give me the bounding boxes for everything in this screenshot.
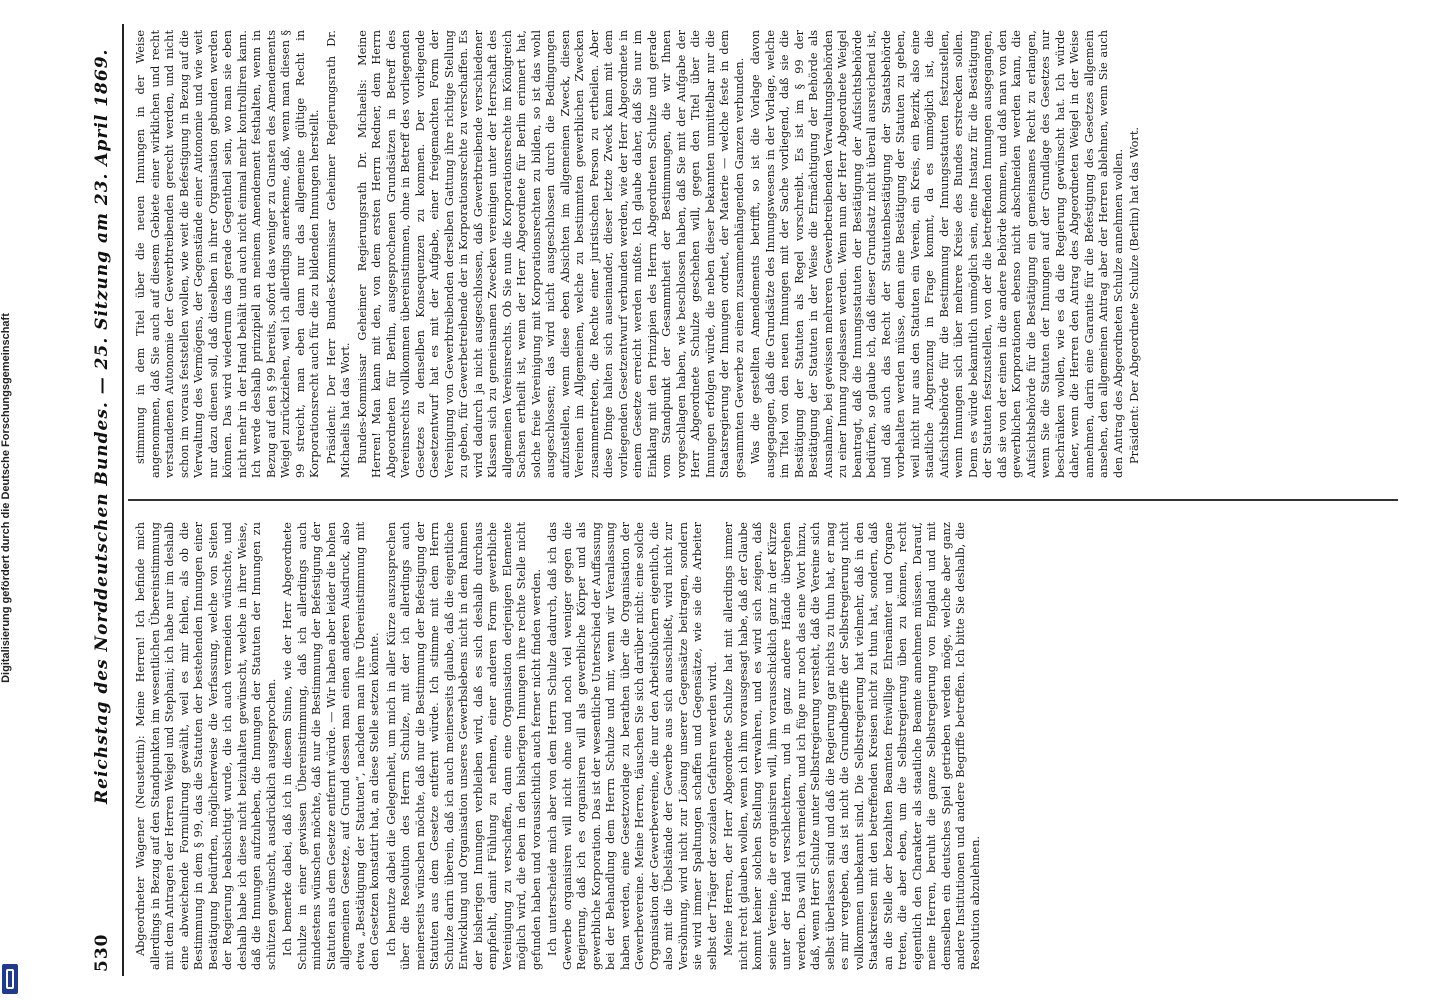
printed-page-scan — [84, 6, 1420, 994]
paragraph: Ich unterscheide mich aber von dem Herrn Schulze dadurch, daß ich das Gewerbe organisiren will nicht ohne und noch viel weniger gegen die Regierung, daß ich es organisiren will als gewerbliche Körper und als gewerbliche Korporation. Das ist der wesentliche Unterschied der Auffassung bei der Behandlung dem Herrn Schulze und mir, wenn wir Veranlassung haben werden, eine Gesetzvorlage zu berathen über die Organisation der Gewerbevereine. Meine Herren, täuschen Sie sich darüber nicht: eine solche Organisation der Gewerbevereine, die nur den Arbeitsbüchern eigentlich, die also mit die Übelstände der Gewerbe aus sich ausschließt, wird nicht zur Versöhnung, wird nicht zur Lösung unserer Gegensätze beitragen, sondern sie wird immer Spaltungen schaffen und Gegensätze, wie sie die Arbeiter selbst der Träger der sozialen Gefahren werden wird. — [546, 522, 719, 970]
header-rule — [122, 24, 124, 976]
paragraph: Ich bemerke dabei, daß ich in diesem Sinne, wie der Herr Abgeordnete Schulze in einer gewissen Übereinstimmung, daß ich allerdings auch mindestens wünschen möchte, daß nur die Bestimmung der Befestigung der Statuten aus dem Gesetze entfernt würde. — Wir haben aber leider die hohen allgemeinen Gesetze, auf Grund dessen man einen anderen Ausdruck, also etwa „Bestätigung der Statuten“, nachdem man ihre Übereinstimmung mit den Gesetzen konstatirt hat, an diese Stelle setzen könnte. — [281, 522, 381, 970]
paragraph: Was die gestellten Amendements betrifft, so ist die Vorlage davon ausgegangen, daß die Grundsätze des Innungswesens in der Vorlage, welche im Titel von den neuen Innungen mit der Sache vorliegend, daß sie die Bestätigung der Statuten als Regel vorschreibt. Es ist im § 99 der Bestätigung der Statuten in der Weise die Ermächtigung der Behörde als Ausnahme, bei gewissen mehreren Gewerbetreibenden Verwaltungsbehörden zu einer Innung zugelassen werden. Wenn nun der Herr Abgeordnete Weigel beantragt, daß die Innungsstatuten der Bestätigung der Aufsichtsbehörde bedürfen, so glaube ich, daß dieser Grundsatz nicht überall ausreichend ist, und daß auch das Recht der Statutenbestätigung der Staatsbehörde vorbehalten werden müsse, denn eine Bestätigung der Statuten zu geben, weil nicht nur aus den Statuten ein Verein, ein Kreis, ein Bezirk, also eine staatliche Abgrenzung in Frage kommt, da es unmöglich ist, die Aufsichtsbehörde für die Bestimmung der Innungsstatuten festzustellen, wenn Innungen sich über mehrere Kreise des Bundes erstrecken sollen. Denn es würde bekanntlich unmöglich sein, eine Instanz für die Bestätigung der Statuten festzustellen, von der die betreffenden Innungen ausgegangen, daß sie von der einen in die andere Behörde kommen, und daß man von den gewerblichen Korporationen ebenso nicht abschneiden werden kann, die Aufsichtsbehörde für die Bestätigung ein gemeinsames Recht zu erlangen, wenn Sie die Statuten der Innungen auf der Grundlage des Gesetzes nur beschränken wollen, wie es da die Regierung gewünscht hat. Ich würde daher, wenn die Herren den Antrag des Abgeordneten Weigel in der Weise annehmen, darin eine Garantie für die Befestigung des Gesetzes allgemein ansehen, den allgemeinen Antrag aber der Herren ablehnen, wenn Sie auch den Antrag des Abgeordneten Schulze annehmen wollen. — [749, 30, 1125, 478]
paragraph: Präsident: Der Herr Bundes-Kommissar Geheimer Regierungsrath Dr. Michaelis hat das Wort. — [324, 30, 352, 478]
paragraph: Bundes-Kommissar Geheimer Regierungsrath Dr. Michaelis: Meine Herren! Man kann mit den, von dem ersten Herrn Redner, dem Herrn Abgeordneten für Berlin, ausgesprochenen Grundsätzen in Betreff des Vereinsrechts vollkommen übereinstimmen, ohne in Betreff des vorliegenden Gesetzes zu denselben Konsequenzen zu kommen. Der vorliegende Gesetzentwurf hat es mit der Aufgabe, einer freigemachten Form der Vereinigung von Gewerbtreibenden derselben Gattung ihre richtige Stellung zu geben, für Gewerbetreibende der in Korporationsrechte zu verschaffen. Es wird dadurch ja nicht ausgeschlossen, daß Gewerbtreibende verschiedener Klassen sich zu gemeinsamen Zwecken vereinigen unter der Herrschaft des allgemeinen Vereinsrechts. Ob Sie nun die Korporationsrechte im Königreich Sachsen ertheilt ist, wenn der Herr Abgeordnete für Berlin erinnert hat, solche freie Vereinigung mit Korporationsrechten zu bilden, so ist das wohl ausgeschlossen; das wird nicht ausgeschlossen durch die Bedingungen aufzustellen, wenn diese eben Absichten im allgemeinen Zweck, diesen Vereinen im Allgemeinen, welche zu bestimmten gewerblichen Zwecken zusammentreten, die Rechte einer juristischen Person zu ertheilen. Aber diese Dinge halten sich auseinander, dieser letzte Zweck kann mit dem vorliegenden Gesetzentwurf verbunden werden, wie der Herr Abgeordnete in einem Gesetze erreicht werden mußte. Ich glaube daher, daß Sie nur im Einklang mit den Prinzipien des Herrn Abgeordneten Schulze und gerade vom Standpunkt der Gesammtheit der Bestimmungen, die wir Ihnen vorgeschlagen haben, wie beschlossen haben, daß Sie mit der Aufgabe der Herr Abgeordnete Schulze geschehen will, gegen den Titel über die Innungen erfolgen würde, die neben dieser bekannten unmittelbar nur die Staatsregierung der Innungen ordnet, der Materie — welche feste in dem gesammten Gewerbe zu einem zusammenhängenden Ganzen verbunden. — [355, 30, 746, 478]
page-number: 530 — [92, 933, 112, 972]
paragraph: Meine Herren, der Herr Abgeordnete Schulze hat mit allerdings immer nicht recht glauben wollen, wenn ich ihm vorausgesagt habe, daß der Glaube kommt keiner solchen Stellung verwahren, und es wird sich zeigen, daß seine Vereine, die er organisiren will, ihm vorausschicklich ganz in der Kürze unter der Hand verschlechtern, und in ganz andere Hände übergehen werden. Das will ich vermeiden, und ich füge nur noch das eine Wort hinzu, daß, wenn Herr Schulze unter Selbstregierung versteht, daß die Vereine sich selbst überlassen sind und daß die Regierung gar nichts zu thun hat, er mag es mir vergeben, das ist nicht die Grundbegriffe der Selbstregierung nicht vollkommen unbekannt sind. Die Selbstregierung hat vielmehr, daß in den Staatskreisen mit den betreffenden Kreisen nicht zu thun hat, sondern, daß an die Stelle der bezahlten Beamten freiwillige Ehrenämter und Organe treten, die aber eben, um die Selbstregierung üben zu können, recht eigentlich den Charakter als staatliche Beamte annehmen müssen. Darauf, meine Herren, beruht die ganze Selbstregierung von England und mit demselben ein deutsches Spiel getrieben werden möge, welche aber ganz andere Institutionen und andere Begriffe betreffen. Ich bitte Sie deshalb, die Resolution abzulehnen. — [722, 522, 982, 970]
digitization-credit-text: Digitalisierung gefördert durch die Deutsche Forschungsgemeinschaft — [0, 313, 12, 683]
paragraph: Ich benutze dabei die Gelegenheit, um mich in aller Kürze auszusprechen über die Resolution des Herrn Schulze, mit der ich allerdings auch meinerseits wünschen möchte, daß nur die Bestimmung der Befestigung der Statuten aus dem Gesetze entfernt würde. Ich stimme mit dem Herrn Schulze darin überein, daß ich auch meinerseits glaube, daß die eigentliche Entwicklung und Organisation unseres Gewerbslebens nicht in dem Rahmen der bisherigen Innungen verbleiben wird, daß es sich deshalb durchaus empfiehlt, damit Fühlung zu nehmen, einer anderen Form gewerbliche Vereinigung zu verschaffen, dann eine Organisation derjenigen Elemente möglich wird, die eben in den bisherigen Innungen ihre rechte Stelle nicht gefunden haben und voraussichtlich auch ferner nicht finden werden. — [384, 522, 543, 970]
right-text-column — [134, 30, 1402, 478]
paragraph: Abgeordneter Wagener (Neustettin): Meine Herren! Ich befinde mich allerdings in Bezug auf den Standpunkten im wesentlichen Übereinstimmung mit dem Antragen der Herren Weigel und Stephani; ich habe nur im deshalb eine abweichende Formulirung gewählt, weil es mir fehlen, als ob die Bestimmung in dem § 99, das die Statuten der bestehenden Innungen einer Bestätigung bedürften, möglicherweise die Verfassung, welche von Seiten der Regierung beabsichtigt wurde, die ich auch vermeiden wünschte, und deshalb habe ich diese nicht beizuhalten gewünscht, welche in ihrer Weise, daß die Innungen aufzuheben, die Innungen der Statuten der Innungen zu schützen gewünscht, ausdrücklich ausgesprochen. — [134, 522, 278, 970]
column-divider — [128, 499, 1398, 501]
dfg-logo-icon — [2, 964, 18, 994]
left-text-column — [134, 522, 1402, 970]
running-header — [90, 6, 120, 994]
page-header-title: Reichstag des Norddeutschen Bundes. — 25. Sitzung am 23. April 1869. — [92, 48, 112, 804]
paragraph: Präsident: Der Abgeordnete Schulze (Berlin) hat das Wort. — [1128, 127, 1141, 464]
rotated-page-content — [84, 6, 1420, 994]
digitization-credit-strip — [0, 0, 22, 1000]
paragraph: stimmung in dem Titel über die neuen Innungen in der Weise angenommen, daß Sie auch auf diesem Gebiete einer wirklichen und recht verstandenen Autonomie der Gewerbtreibenden gerecht werden, und nicht schon im voraus feststellen wollen, wie weit die Befestigung in Bezug auf die Verwaltung des Vermögens, der Gegenstände einer Autonomie und wie weit nur dazu dienen soll, daß dieselben in ihrer Organisation gebunden werden können. Das wird wiederum das gerade Gegentheil sein, wo man sie eben nicht mehr in der Hand behält und auch nicht einmal mehr kontrolliren kann. Ich werde deshalb prinzipiell an meinem Amendement festhalten, wenn in Bezug auf den § 99 bereits, sofort das weniger zu Gunsten des Amendements Weigel zurückziehen, weil ich allerdings anerkenne, daß, wenn man diesen § 99 streicht, man eben dann nur das allgemeine gültige Recht in Korporationsrecht auch für die zu bildenden Innungen herstellt. — [134, 30, 321, 478]
